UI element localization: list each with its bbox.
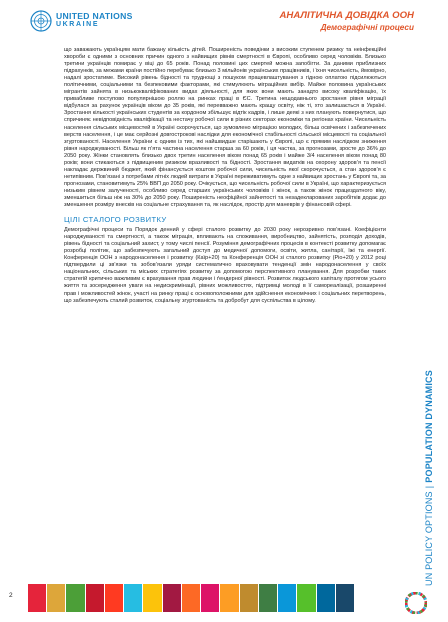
series-separator: |	[424, 485, 434, 489]
series-label: UN POLICY OPTIONS	[424, 491, 434, 586]
sdg-goal-icon	[124, 584, 142, 612]
topic-label: POPULATION DYNAMICS	[424, 370, 434, 483]
sdg-goal-icon	[105, 584, 123, 612]
sdg-goal-icon	[220, 584, 238, 612]
side-series-title	[424, 370, 434, 586]
document-type: АНАЛІТИЧНА ДОВІДКА ООН	[279, 10, 414, 21]
sdg-goal-icon	[28, 584, 46, 612]
document-subject: Демографічні процеси	[320, 23, 414, 32]
sdg-goal-icon	[66, 584, 84, 612]
sdg-goal-icon	[240, 584, 258, 612]
page-number: 2	[9, 592, 13, 599]
sdg-goal-icon	[182, 584, 200, 612]
sdg-goal-icon	[47, 584, 65, 612]
org-name: UNITED NATIONS	[56, 11, 133, 21]
sdg-goal-icon	[297, 584, 315, 612]
sdg-goal-icon	[143, 584, 161, 612]
un-emblem-icon	[30, 10, 52, 32]
body-paragraph: що заважають українцям мати бажану кількість дітей. Поширеність поведінки з високим ступенем ризику та неінфекційні хвороби є одними з основних причин одного з найвищих рівнів смертності в Європі, особливо серед чоловіків. Близько третини українців помирає у віці до 65 років. Понад половині цих смертей можна запобігти. За даними приблизних підрахунків, за межами країни постійно перебуває близько 3 мільйонів українських працівників, і їхня чисельність, ймовірно, надалі зростатиме. Високий рівень бідності та труднощі з пошуком працевлаштування з гідною оплатою підсилюються політичними, соціальними та безпековими факторами, які стимулюють міграційних вибір. Майже половина українських мігрантів зайнята в низькокваліфікованих видах діяльності, для яких вони мають занадто високу кваліфікацію, їх привабливе поступово популярнішою роллю на ринках праці в ЄС. Третина нещодавнього зростання рівня міграції відбулася за рахунок українців віком до 35 років, які перевважно мають кращу освіту, ніж ті, хто залишається в Україні. Зростання кількості українських студентів за кордоном збільшує відтік кадрів, і лише деякі з них планують повернутися, що спричиняє невідповідність кваліфікації та нестачу робочої сили в різних секторах економіки та регіонах країни. Чисельність населення сільських місцевостей в Україні скорочується, що зумовлено міграцією молодих, більш освічених і забезпечених верств населення, і це має серйозні довгострокові наслідки для економічної стабільності сільської місцевості та соціальної згуртованості. Населення України є одним із тих, які найшвидше старішають у Європі, що є прямим наслідком зниження рівня народжуваності. Більш як п’ята частина населення старша за 60 років, і ця частка, за прогнозами, зросте до 36% до 2050 року. Жінки становлять близько двох третин населення віком понад 65 років і майже 3/4 населення віком понад 80 років; вони стикаються з підвищеним ризиком вразливості та бідності. Зростання видатків на охорону здоров’я та пенсії накладає держвиний бюджет, який фінансується коштом робочої сили, чисельність якої скорочується, а стан здоров’я є нетипівним. Пов’язані з потребами літніх людей витрати в Україні переживатимуть одне з найвищих зростань у Європі та, за прогнозами, становитимуть 25% ВВП до 2050 року. Очікується, що чисельність робочої сили в Україні, що характеризується низьким рівнем залученості, особливо серед старших українських чоловіків і жінок, а також жінок працездатного віку, зменшиться більш ніж на 30% до 2050 року. Поширеність неофіційної зайнятості та незадекларованих заробітків додає до зменшення розміру внесків на соціальне страхування та, як наслідок, простір для маневрів у фінансовій сфері.	[64, 47, 386, 209]
section-paragraph: Демографічні процеси та Порядок денний у сфері сталого розвитку до 2030 року нерозривно пов’язані. Коефіцієнти народжуваності та смертності, а також міграція, впливають на споживання, виробництво, зайнятість, розподіл доходів, рівень бідності та соціальний захист, у тому числі пенсії. Розуміння демографічних процесів в контексті розвитку допомагає розробці політик, що забезпечують загальний доступ до медичної допомоги, освіти, житла, санітарії, їжі та енергії. Конференція ООН з народонаселення і розвитку (Каїр+20) та Конференція ООН зі сталого розвитку (Ріо+20) у 2012 році підтвердили ці зв’язки та зобов’язали уряди систематично враховувати тенденції змін народонаселення у своїх національних, сільських та міських стратегіях розвитку за допомогою перспективного планування. Для розробки таких стратегій критично важливим є врахування прав людини і ґендерної рівності. Розвиток людського капіталу протягом усього життя та зосередження уваги на недискримінації, рівних можливостях, підтримці молоді в її самореалізації, розширенні прав і можливостей жінок, участі на ринку праці є основоположними для здійснення економічних і соціальних перетворень, що забезпечують сталий розвиток, соціальну згуртованість та добробут для суспільства в цілому.	[64, 227, 386, 304]
sdg-goal-icon	[278, 584, 296, 612]
sdg-goal-icon	[163, 584, 181, 612]
sdg-goal-icon	[336, 584, 354, 612]
org-sub: UKRAINE	[56, 21, 100, 28]
sdg-goal-icon	[259, 584, 277, 612]
sdg-goal-icon	[201, 584, 219, 612]
sdg-goal-icon	[317, 584, 335, 612]
body-text	[64, 47, 386, 305]
sdg-icons-strip	[28, 584, 354, 612]
sdg-goal-icon	[86, 584, 104, 612]
section-title: ЦІЛІ СТАЛОГО РОЗВИТКУ	[64, 215, 167, 225]
sdg-wheel-icon	[405, 592, 427, 614]
